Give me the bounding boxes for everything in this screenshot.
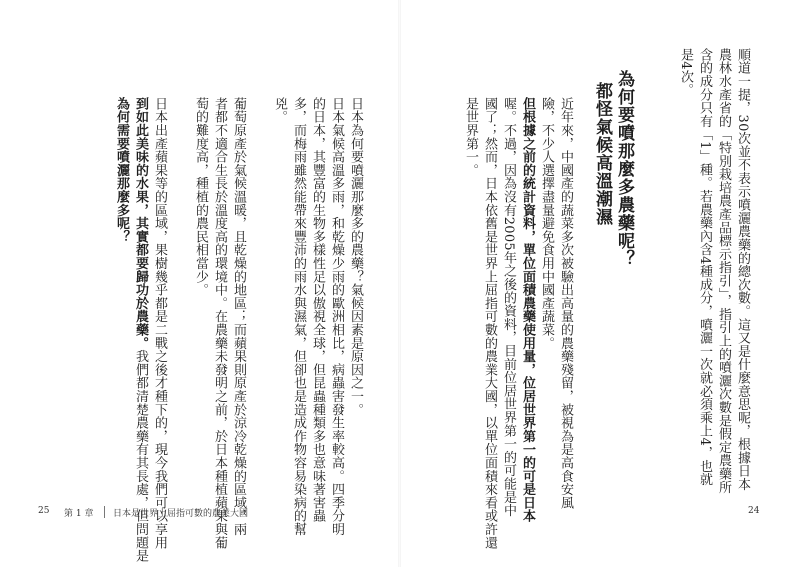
body-text-column: 日本出產蘋果等的區域，果樹幾乎都是二戰之後才種下的，現今我們可以享用 — [152, 97, 167, 550]
body-text-column: 多，而梅雨雖然能帶來豐沛的雨水與濕氣，但卻也是造成作物容易染病的幫 — [291, 97, 306, 536]
body-text-column: 者都不適合生長於溫度高的環境中。在農藥未發明之前，於日本種植蘋果與葡 — [212, 97, 227, 550]
body-text-column: 近年來，中國產的蔬菜多次被驗出高量的農藥殘留，被視為是高食安風 — [558, 97, 573, 510]
body-text-column: 含的成分只有「1」種。若農藥內含4種成分，噴灑一次就必須乘上4，也就 — [697, 48, 712, 487]
section-heading: 為何要噴那麼多農藥呢？ — [614, 70, 634, 268]
body-text-column: 是4次。 — [678, 48, 693, 97]
chapter-title: 日本是世界上屈指可數的農業大國 — [113, 509, 249, 519]
body-text-column: 喔。不過，因為沒有2005年之後的資料，目前位居世界第一的可能是中 — [501, 97, 516, 517]
body-text-column: 兇。 — [272, 97, 287, 124]
body-text-column: 的日本，其豐富的生物多樣性足以傲視全球，但昆蟲種類多也意味著害蟲 — [310, 97, 325, 523]
body-text-column: 日本為何要噴灑那麼多的農藥？氣候因素是原因之一。 — [348, 97, 363, 417]
mixed-text-column — [133, 97, 148, 563]
emphasized-text-column: 但根據之前的統計資料，單位面積農藥使用量，位居世界第一的可是日本 — [520, 97, 535, 523]
book-spine — [398, 0, 401, 567]
body-text-column: 日本氣候高溫多雨，和乾燥少雨的歐洲相比，病蟲害發生率較高。四季分明 — [329, 97, 344, 536]
body-text-column: 農林水產省的「特別栽培農產品標示指引」，指引上的噴灑次數是假定農藥所 — [716, 48, 731, 494]
body-text-column: 是世界第一。 — [463, 97, 478, 177]
section-subheading: 都怪氣候高溫潮濕 — [592, 82, 612, 226]
page-number-right: 24 — [748, 506, 760, 516]
emphasized-text-column: 為何需要噴灑那麼多呢？ — [114, 97, 129, 244]
chapter-label: 第 1 章 — [64, 509, 94, 519]
emphasized-text: 到如此美味的水果，其實都要歸功於農藥。 — [133, 97, 148, 350]
page-number-left: 25 — [38, 506, 50, 516]
footer-divider — [104, 506, 105, 518]
body-text-column: 萄的難度高，種植的農民相當少。 — [193, 97, 208, 297]
body-text-column: 葡萄原產於氣候溫暖，且乾燥的地區；而蘋果則原產於涼冷乾燥的區域，兩 — [231, 97, 246, 536]
body-text-column: 險，不少人選擇盡量避免食用中國產蔬菜。 — [539, 97, 554, 350]
body-text-column: 順道一提，30次並不表示噴灑農藥的總次數。這又是什麼意思呢，根據日本 — [735, 48, 750, 491]
body-text-column: 國了；然而，日本依舊是世界上屈指可數的農業大國，以單位面積來看或許還 — [482, 97, 497, 550]
body-text: 我們都清楚農藥有其長處，但問題是 — [133, 349, 148, 563]
